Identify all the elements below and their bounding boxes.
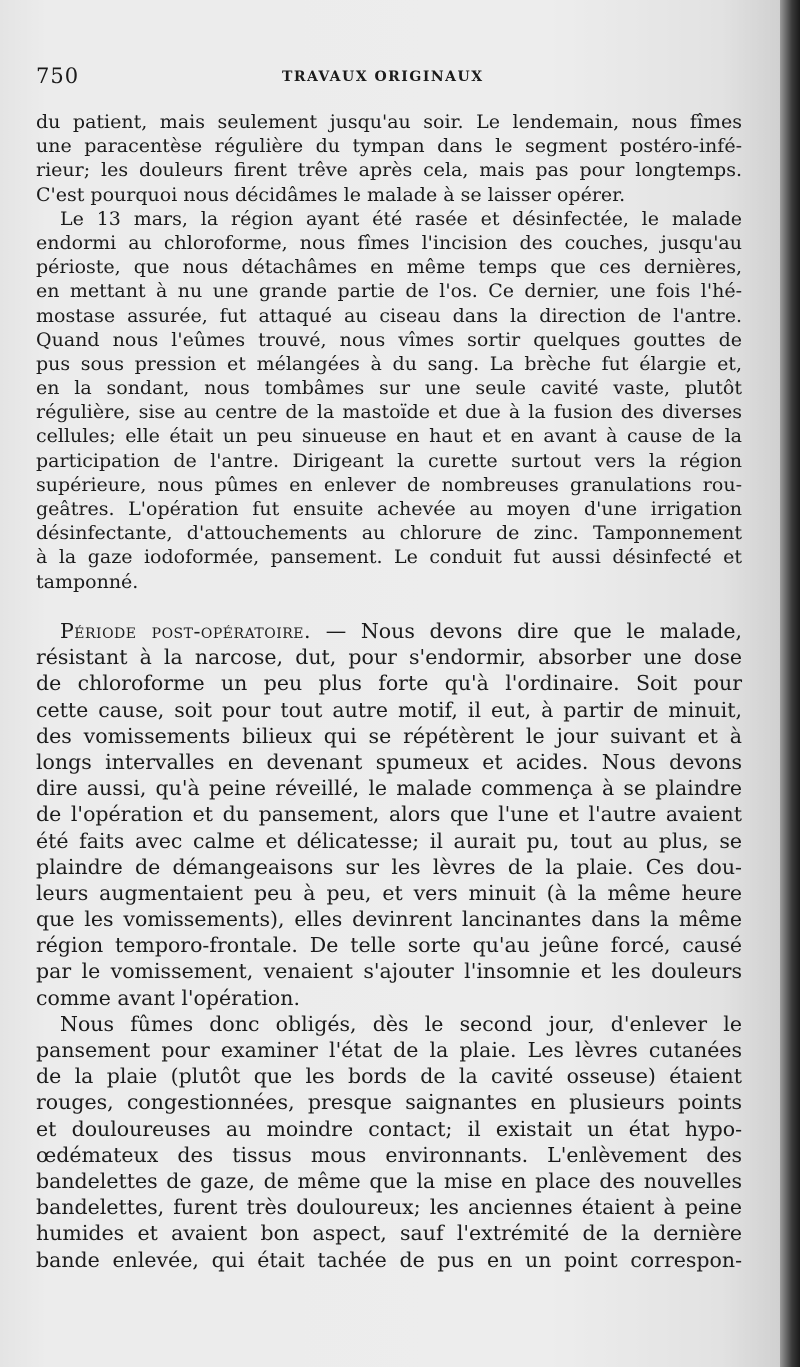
text-line: résistant à la narcose, dut, pour s'endormir, absorber une dose <box>36 645 742 670</box>
text-line: et douloureuses au moindre contact; il existait un état hypo- <box>36 1116 742 1141</box>
text-line: œdémateux des tissus mous environnants. L'enlèvement des <box>36 1142 742 1167</box>
text-line: du patient, mais seulement jusqu'au soir. Le lendemain, nous fîmes <box>36 111 742 133</box>
body-text-bottom <box>36 618 742 1273</box>
page-header <box>36 64 746 94</box>
text-line: tamponné. <box>36 570 139 593</box>
text-line: leurs augmentaient peu à peu, et vers minuit (à la même heure <box>36 880 742 905</box>
text-line: été faits avec calme et délicatesse; il aurait pu, tout au plus, se <box>36 828 742 853</box>
text-line: comme avant l'opération. <box>36 985 300 1010</box>
text-line: région temporo-frontale. De telle sorte qu'au jeûne forcé, causé <box>36 933 742 958</box>
text-line: de la plaie (plutôt que les bords de la cavité osseuse) étaient <box>36 1064 742 1089</box>
text-line: cette cause, soit pour tout autre motif, il eut, à partir de minuit, <box>36 697 742 722</box>
body-text-top <box>36 110 742 594</box>
text-line: rieur; les douleurs firent trêve après cela, mais pas pour longtemps. <box>36 159 742 182</box>
text-line: cellules; elle était un peu sinueuse en haut et en avant à cause de la <box>36 425 742 448</box>
text-line: bande enlevée, qui était tachée de pus en un point correspon- <box>36 1247 742 1272</box>
text-line: des vomissements bilieux qui se répétèrent le jour suivant et à <box>36 723 742 748</box>
text-line: par le vomissement, venaient s'ajouter l'insomnie et les douleurs <box>36 959 742 984</box>
section-heading-rest: — Nous devons dire que le malade, <box>311 619 742 643</box>
text-line: désinfectante, d'attouchements au chlorure de zinc. Tamponnement <box>36 522 742 545</box>
text-line: participation de l'antre. Dirigeant la curette surtout vers la région <box>36 449 742 472</box>
text-line: geâtres. L'opération fut ensuite achevée au moyen d'une irrigation <box>36 498 742 520</box>
text-line: mostase assurée, fut attaqué au ciseau dans la direction de l'antre. <box>36 304 742 327</box>
section-heading: Période post-opératoire. <box>60 619 312 643</box>
text-line: Nous fûmes donc obligés, dès le second jour, d'enlever le <box>60 1011 742 1036</box>
text-line: bandelettes, furent très douloureux; les anciennes étaient à peine <box>36 1195 742 1220</box>
text-line: humides et avaient bon aspect, sauf l'extrémité de la dernière <box>36 1221 742 1246</box>
text-line: Quand nous l'eûmes trouvé, nous vîmes sortir quelques gouttes de <box>36 328 742 351</box>
text-line: endormi au chloroforme, nous fîmes l'incision des couches, jusqu'au <box>36 231 742 254</box>
text-line: bandelettes de gaze, de même que la mise en place des nouvelles <box>36 1168 742 1193</box>
text-line: rouges, congestionnées, presque saignantes en plusieurs points <box>36 1090 742 1115</box>
text-line: en mettant à nu une grande partie de l'os. Ce dernier, une fois l'hé- <box>36 280 742 303</box>
book-binding-shadow <box>780 0 800 1367</box>
text-line: en la sondant, nous tombâmes sur une seule cavité vaste, plutôt <box>36 377 742 400</box>
text-line: supérieure, nous pûmes en enlever de nombreuses granulations rou- <box>36 473 742 496</box>
text-line: à la gaze iodoformée, pansement. Le conduit fut aussi désinfecté et <box>36 546 742 569</box>
text-line: pus sous pression et mélangées à du sang. La brèche fut élargie et, <box>36 352 742 375</box>
text-line: Le 13 mars, la région ayant été rasée et désinfectée, le malade <box>60 207 742 230</box>
page-number: 750 <box>36 64 80 88</box>
text-line: de chloroforme un peu plus forte qu'à l'ordinaire. Soit pour <box>36 671 742 696</box>
text-line: plaindre de démangeaisons sur les lèvres de la plaie. Ces dou- <box>36 854 742 879</box>
text-line: C'est pourquoi nous décidâmes le malade à se laisser opérer. <box>36 183 626 206</box>
text-line: régulière, sise au centre de la mastoïde et due à la fusion des diverses <box>36 401 742 424</box>
section-heading-line <box>36 618 742 644</box>
text-line: que les vomissements), elles devinrent lancinantes dans la même <box>36 907 742 932</box>
text-line: longs intervalles en devenant spumeux et acides. Nous devons <box>36 749 742 774</box>
text-line: de l'opération et du pansement, alors que l'une et l'autre avaient <box>36 802 742 827</box>
running-head: TRAVAUX ORIGINAUX <box>282 69 484 85</box>
text-line: périoste, que nous détachâmes en même temps que ces dernières, <box>36 256 742 279</box>
text-line: une paracentèse régulière du tympan dans le segment postéro-infé- <box>36 135 742 158</box>
text-line: dire aussi, qu'à peine réveillé, le malade commença à se plaindre <box>36 776 742 801</box>
text-line: pansement pour examiner l'état de la plaie. Les lèvres cutanées <box>36 1038 742 1062</box>
